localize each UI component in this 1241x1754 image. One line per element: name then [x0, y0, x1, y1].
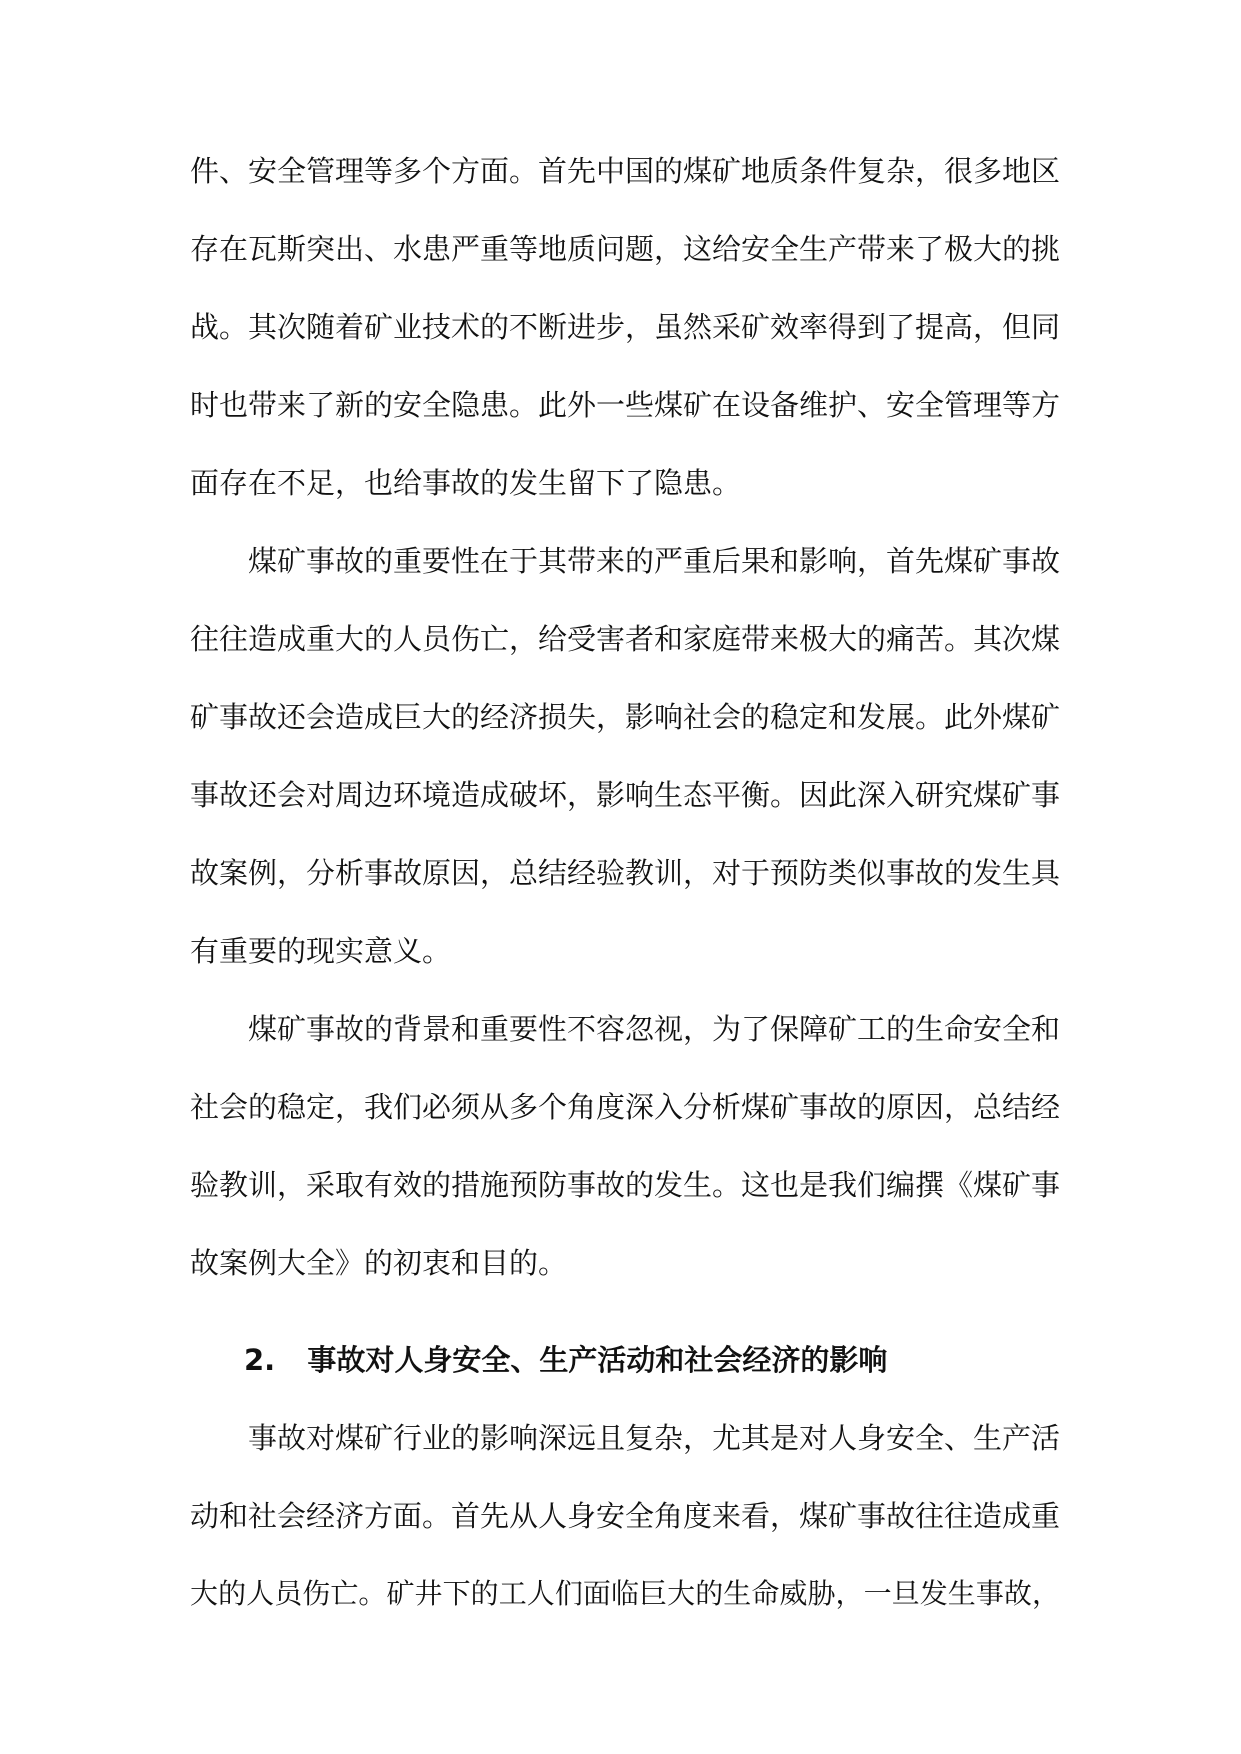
section-heading	[244, 1340, 887, 1380]
paragraph-1-line-3: 战。其次随着矿业技术的不断进步，虽然采矿效率得到了提高，但同	[190, 310, 1061, 344]
paragraph-3-line-1: 煤矿事故的背景和重要性不容忽视，为了保障矿工的生命安全和	[248, 1012, 1061, 1046]
section-number: 2.	[244, 1343, 276, 1377]
paragraph-2-line-4: 事故还会对周边环境造成破坏，影响生态平衡。因此深入研究煤矿事	[190, 778, 1061, 812]
paragraph-1-line-1: 件、安全管理等多个方面。首先中国的煤矿地质条件复杂，很多地区	[190, 154, 1061, 188]
paragraph-2-line-2: 往往造成重大的人员伤亡，给受害者和家庭带来极大的痛苦。其次煤	[190, 622, 1061, 656]
paragraph-1-line-2: 存在瓦斯突出、水患严重等地质问题，这给安全生产带来了极大的挑	[190, 232, 1061, 266]
paragraph-4-line-1: 事故对煤矿行业的影响深远且复杂，尤其是对人身安全、生产活	[248, 1421, 1061, 1455]
paragraph-2-line-3: 矿事故还会造成巨大的经济损失，影响社会的稳定和发展。此外煤矿	[190, 700, 1061, 734]
paragraph-3-line-3: 验教训，采取有效的措施预防事故的发生。这也是我们编撰《煤矿事	[190, 1168, 1061, 1202]
paragraph-4-line-2: 动和社会经济方面。首先从人身安全角度来看，煤矿事故往往造成重	[190, 1499, 1061, 1533]
paragraph-4-line-3: 大的人员伤亡。矿井下的工人们面临巨大的生命威胁，一旦发生事故，	[190, 1577, 1060, 1610]
paragraph-1-line-4: 时也带来了新的安全隐患。此外一些煤矿在设备维护、安全管理等方	[190, 388, 1061, 422]
paragraph-3-line-4: 故案例大全》的初衷和目的。	[190, 1246, 568, 1280]
paragraph-2-line-5: 故案例，分析事故原因，总结经验教训，对于预防类似事故的发生具	[190, 856, 1061, 890]
paragraph-2-line-6: 有重要的现实意义。	[190, 934, 452, 968]
paragraph-3-line-2: 社会的稳定，我们必须从多个角度深入分析煤矿事故的原因，总结经	[190, 1090, 1061, 1124]
section-title: 事故对人身安全、生产活动和社会经济的影响	[307, 1343, 888, 1377]
paragraph-1-line-5: 面存在不足，也给事故的发生留下了隐患。	[190, 466, 742, 500]
paragraph-2-line-1: 煤矿事故的重要性在于其带来的严重后果和影响，首先煤矿事故	[248, 544, 1061, 578]
